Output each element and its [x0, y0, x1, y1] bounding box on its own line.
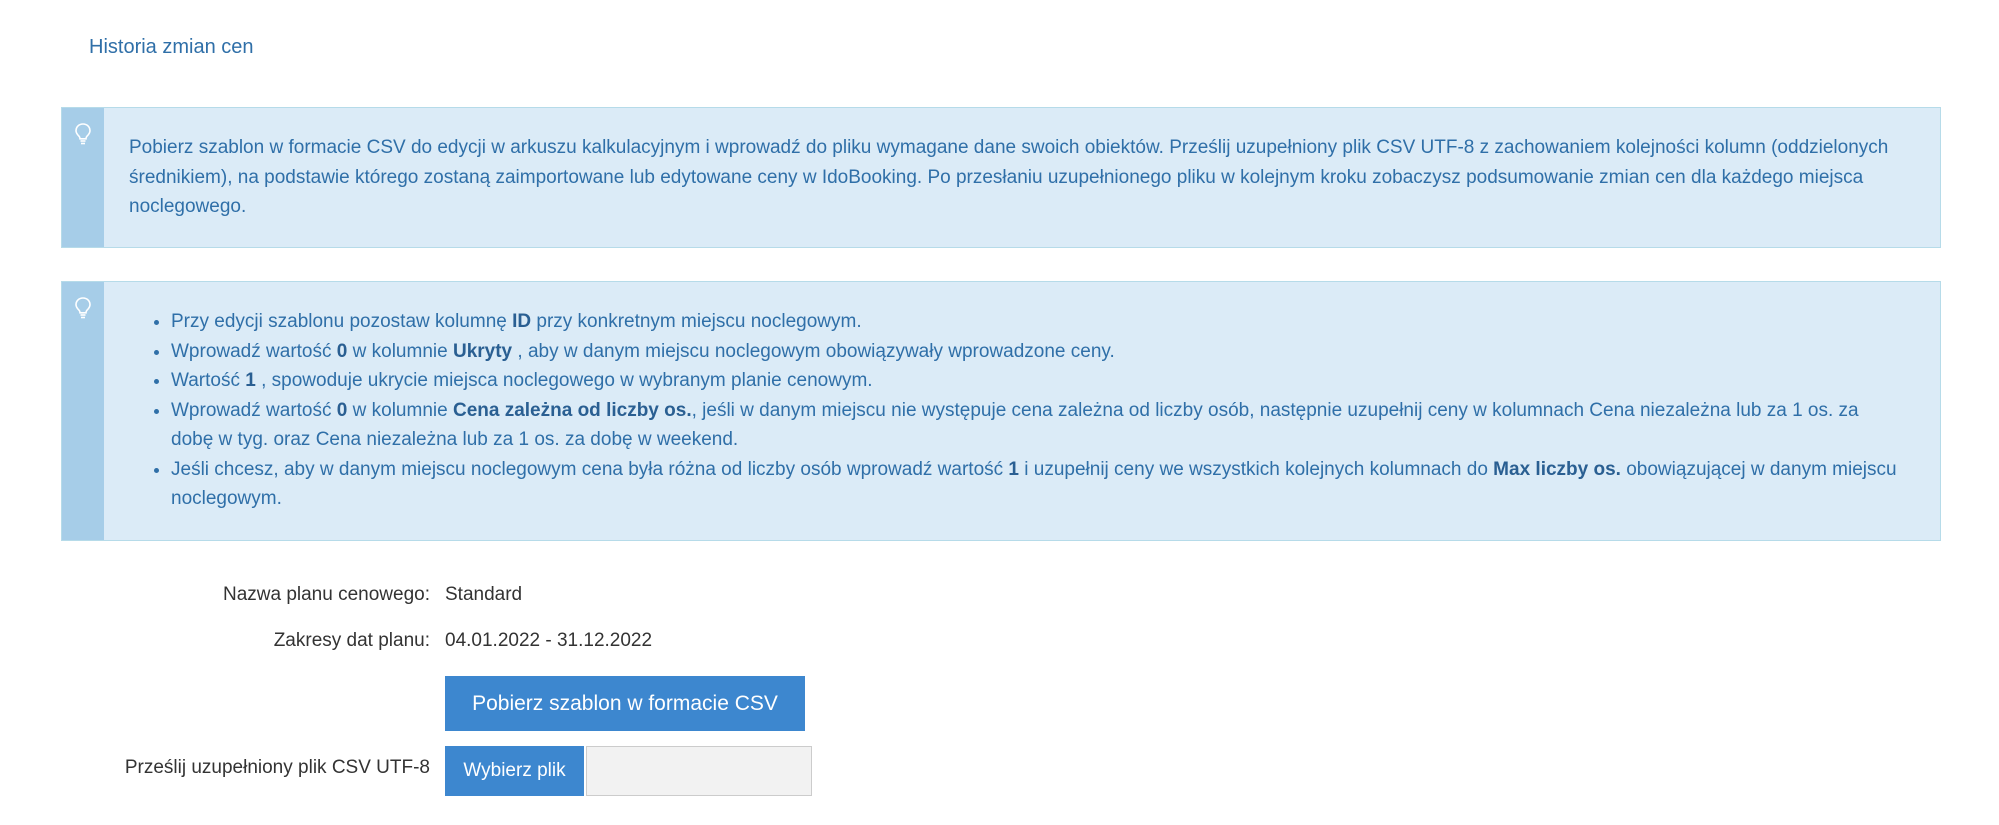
- item-text: , spowoduje ukrycie miejsca noclegowego w wybranym planie cenowym.: [255, 370, 873, 391]
- item-text: Wprowadź wartość: [171, 340, 337, 362]
- plan-name-value: Standard: [445, 584, 523, 605]
- info-description-text: Pobierz szablon w formacie CSV do edycji w arkuszu kalkulacyjnym i wprowadź do pliku wymagane dane swoich obiektów. Prześlij uzupełniony plik CSV UTF-8 z zachowaniem kolejności kolumn (oddzielonych średnikiem), na podstawie którego zostaną zaimportowane lub edytowane ceny w IdoBooking. Po przesłaniu uzupełnionego pliku w kolejnym kroku zobaczysz podsumowanie zmian cen dla każdego miejsca noclegowego.: [129, 137, 1889, 217]
- list-item: [171, 366, 1906, 396]
- info-box-description: [61, 107, 1941, 248]
- plan-name-label: Nazwa planu cenowego:: [222, 584, 430, 605]
- item-bold: Ukryty: [452, 340, 513, 362]
- item-text: , jeśli w danym miejscu nie występuje cena zależna od liczby osób, następnie uzupełnij ceny w kolumnach Cena niezależna lub za 1 os. za dobę w tyg. oraz Cena niezależna lub za 1 os. za dobę w weekend.: [171, 399, 1859, 450]
- list-item: [171, 396, 1906, 455]
- price-history-link[interactable]: Historia zmian cen: [89, 36, 254, 58]
- item-text: Przy edycji szablonu pozostaw kolumnę: [171, 311, 513, 332]
- list-item: [171, 455, 1906, 514]
- item-text: w kolumnie: [347, 399, 453, 421]
- date-range-label: Zakresy dat planu:: [273, 630, 430, 651]
- item-text: Wprowadź wartość: [171, 399, 337, 421]
- info-box-stripe: [62, 282, 104, 540]
- file-name-field[interactable]: [586, 746, 812, 796]
- lightbulb-icon: [74, 122, 92, 146]
- date-range-value: 04.01.2022 - 31.12.2022: [445, 630, 653, 651]
- item-bold: Cena zależna od liczby os.: [452, 399, 692, 421]
- item-text: , aby w danym miejscu noclegowym obowiązywały wprowadzone ceny.: [512, 340, 1115, 362]
- item-bold: ID: [512, 311, 532, 332]
- info-box-instructions: [61, 281, 1941, 541]
- item-text: i uzupełnij ceny we wszystkich kolejnych kolumnach do: [1019, 458, 1494, 480]
- item-text: Wartość: [171, 370, 246, 391]
- item-text: w kolumnie: [347, 340, 453, 362]
- instructions-list: [129, 307, 1906, 514]
- info-box-stripe: [62, 108, 104, 247]
- download-csv-template-button[interactable]: Pobierz szablon w formacie CSV: [445, 676, 805, 731]
- item-text: obowiązującej w danym miejscu noclegowym.: [171, 458, 1897, 509]
- plan-name-row: [0, 584, 1000, 624]
- item-bold: Max liczby os.: [1493, 458, 1621, 480]
- item-text: przy konkretnym miejscu noclegowym.: [531, 311, 862, 332]
- item-text: Jeśli chcesz, aby w danym miejscu noclegowym cena była różna od liczby osób wprowadź wartość: [171, 458, 1009, 480]
- date-range-row: [0, 630, 1000, 670]
- choose-file-button[interactable]: Wybierz plik: [445, 746, 584, 796]
- item-bold: 0: [336, 399, 348, 421]
- lightbulb-icon: [74, 296, 92, 320]
- list-item: [171, 307, 1906, 337]
- item-bold: 1: [245, 370, 256, 391]
- upload-label: Prześlij uzupełniony plik CSV UTF-8: [124, 757, 430, 778]
- item-bold: 1: [1008, 458, 1019, 480]
- item-bold: 0: [336, 340, 348, 362]
- list-item: [171, 337, 1906, 367]
